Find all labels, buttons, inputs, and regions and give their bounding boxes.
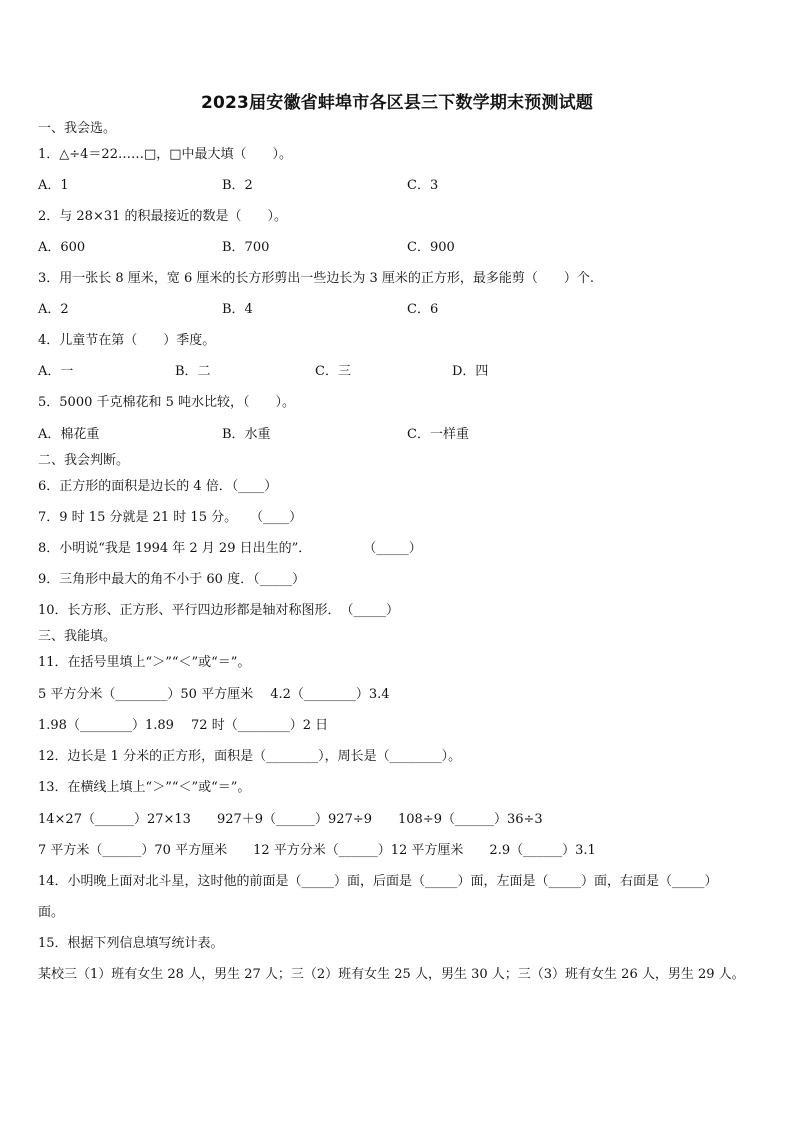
q1-option-a: A．1: [38, 178, 69, 193]
question-11-row-1: 5 平方分米（________）50 平方厘米 4.2（________）3.4: [38, 687, 390, 702]
q2-option-c: C．900: [407, 240, 455, 255]
q1-option-c: C．3: [407, 178, 439, 193]
q5-option-a: A．棉花重: [38, 427, 100, 442]
question-6: 6．正方形的面积是边长的 4 倍．（____）: [38, 479, 278, 494]
section-heading-fill: 三、我能填。: [38, 629, 117, 644]
q4-option-b: B．二: [175, 364, 211, 379]
question-8: 8．小明说“我是 1994 年 2 月 29 日出生的”． （_____）: [38, 541, 422, 556]
question-14-continued: 面。: [38, 905, 65, 920]
q3-option-c: C．6: [407, 302, 439, 317]
page-title: 2023届安徽省蚌埠市各区县三下数学期末预测试题: [200, 93, 594, 113]
section-heading-judge: 二、我会判断。: [38, 453, 130, 468]
question-13-row-2: 7 平方米（______）70 平方厘米 12 平方分米（______）12 平方厘米 2.9（______）3.1: [38, 843, 596, 858]
question-10: 10．长方形、正方形、平行四边形都是轴对称图形． （_____）: [38, 603, 400, 618]
question-4: 4．儿童节在第（ ）季度。: [38, 333, 216, 348]
question-14: 14．小明晚上面对北斗星，这时他的前面是（_____）面，后面是（_____）面，左面是（_____）面，右面是（_____）: [38, 874, 718, 889]
question-15-info: 某校三（1）班有女生 28 人，男生 27 人；三（2）班有女生 25 人，男生 30 人；三（3）班有女生 26 人，男生 29 人。: [38, 967, 745, 982]
question-2: 2．与 28×31 的积最接近的数是（ ）。: [38, 209, 288, 224]
question-13-row-1: 14×27（______）27×13 927＋9（______）927÷9 108÷9（______）36÷3: [38, 812, 543, 827]
question-12: 12．边长是 1 分米的正方形，面积是（________），周长是（________）。: [38, 749, 462, 764]
question-11-row-2: 1.98（________）1.89 72 时（________）2 日: [38, 718, 329, 733]
question-13: 13．在横线上填上“＞”“＜”或“＝”。: [38, 780, 251, 795]
section-heading-choice: 一、我会选。: [38, 121, 117, 136]
q4-option-c: C．三: [315, 364, 351, 379]
question-11: 11．在括号里填上“＞”“＜”或“＝”。: [38, 655, 251, 670]
q4-option-a: A．一: [38, 364, 74, 379]
q2-option-b: B．700: [222, 240, 270, 255]
q5-option-c: C．一样重: [407, 427, 469, 442]
q3-option-a: A．2: [38, 302, 69, 317]
q1-option-b: B．2: [222, 178, 253, 193]
q5-option-b: B．水重: [222, 427, 271, 442]
question-7: 7．9 时 15 分就是 21 时 15 分。 （____）: [38, 510, 303, 525]
question-15: 15．根据下列信息填写统计表。: [38, 936, 224, 951]
question-5: 5．5000 千克棉花和 5 吨水比较，（ ）。: [38, 395, 296, 410]
question-1: 1．△÷4＝22……□，□中最大填（ ）。: [38, 147, 293, 162]
q4-option-d: D．四: [452, 364, 489, 379]
question-9: 9．三角形中最大的角不小于 60 度．（_____）: [38, 572, 306, 587]
q3-option-b: B．4: [222, 302, 253, 317]
q2-option-a: A．600: [38, 240, 86, 255]
question-3: 3．用一张长 8 厘米，宽 6 厘米的长方形剪出一些边长为 3 厘米的正方形，最多能剪（ ）个.: [38, 271, 595, 286]
